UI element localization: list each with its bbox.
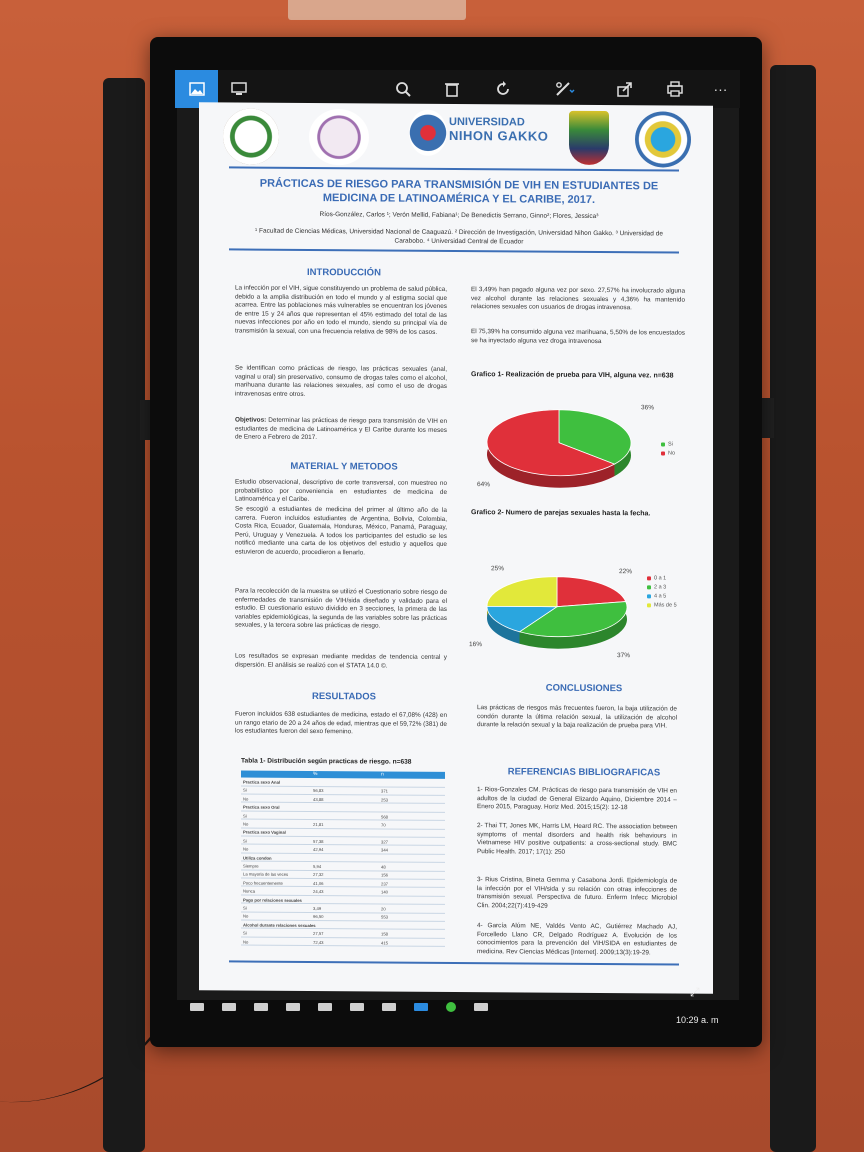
legend-swatch — [647, 594, 651, 598]
table-row — [241, 788, 445, 796]
taskbar — [190, 993, 735, 1021]
table-row — [241, 830, 445, 838]
poster-authors: Ríos-González, Carlos ¹; Verón Mellid, Fabiana¹; De Benedictis Serrano, Ginno²; Flores, Jessica³ — [319, 211, 599, 220]
taskbar-icon-3[interactable] — [254, 1003, 268, 1011]
legend-swatch — [661, 451, 665, 455]
reference-1: 1- Rios-Gonzales CM. Prácticas de riesgo para transmisión de VIH en adultos de la ciudad de General Elizardo Aquino, Diciembre 2014 – Enero 2015, Paraguay. Horiz Med. 2015;15(2): 12-18 — [477, 786, 677, 812]
logo-seal-1 — [223, 108, 279, 164]
table-cell-pct: 57,38 — [313, 838, 324, 844]
legend-entry — [661, 450, 675, 456]
table-cell-n: 553 — [381, 914, 388, 920]
share-icon[interactable] — [599, 70, 650, 108]
rotate-icon[interactable] — [476, 70, 531, 108]
table-cell-n: 344 — [381, 847, 388, 853]
legend-swatch — [661, 442, 665, 446]
reference-2: 2- Thai TT, Jones MK, Harris LM, Heard RC. The association between symptoms of mental disorders and health risk behaviours in Vietnamese HIV positive outpatients: a cross-sectional study. BMC Public Health. 2017; 17(1): 250 — [477, 822, 677, 856]
intro-objective — [235, 416, 447, 443]
taskbar-icon-5[interactable] — [318, 1003, 332, 1011]
table-row — [241, 796, 445, 804]
logo-row — [199, 102, 713, 172]
legend-label: 4 a 5 — [654, 593, 667, 600]
methods-paragraph-1: Estudio observacional, descriptivo de corte transversal, con muestreo no probabilístico por conveniencia en estudiantes de medicina de Latinoamérica y el Caribe. — [235, 478, 447, 504]
table-cell-label: Siempre — [243, 863, 259, 869]
legend-entry — [647, 593, 677, 599]
pie-label: 16% — [469, 641, 483, 649]
logo-seal-4 — [635, 111, 691, 167]
table-cell-pct: 3,49 — [313, 906, 322, 912]
table-cell-n: 371 — [381, 788, 388, 794]
conclusions-heading: CONCLUSIONES — [545, 682, 623, 695]
table-row — [241, 905, 445, 913]
legend-label: No — [668, 450, 676, 457]
table-row — [241, 779, 445, 787]
table-cell-label: Nunca — [243, 888, 256, 894]
reference-3: 3- Rius Cristina, Bineta Gemma y Casabona Jordi. Epidemiología de la infección por el VIH/sida y su relación con otras infecciones de transmisión sexual. Perspectiva de futuro. Enferm Infecc Microbiol Clin. 2004;22(7):419-429 — [477, 876, 677, 910]
table-row — [241, 922, 445, 930]
chart1-legend — [661, 441, 675, 459]
methods-paragraph-3: Para la recolección de la muestra se utilizó el Cuestionario sobre riesgo de enfermedades de transmisión de VIH/sida diseñado y validado para el estudio. El cuestionario estuvo dividido en 3 secciones, la primera de las variables epidemiológicas, la segunda de las variables sobre las prácticas sexuales, y la tercera sobre las prácticas de riesgo. — [235, 587, 447, 630]
divider-header — [229, 248, 679, 253]
table-cell-label: Si — [243, 838, 247, 844]
table-cell-pct: 72,43 — [313, 939, 324, 945]
table-row — [241, 889, 445, 897]
taskbar-clock: 10:29 a. m — [676, 1015, 719, 1025]
table-cell-label: Practica sexo Vaginal — [243, 829, 286, 836]
logo-shield — [569, 111, 609, 165]
more-icon[interactable]: ··· — [713, 81, 728, 97]
methods-heading: MATERIAL Y METODOS — [290, 460, 398, 473]
table-row — [241, 897, 445, 905]
poster-title: PRÁCTICAS DE RIESGO PARA TRANSMISIÓN DE VIH EN ESTUDIANTES DE MEDICINA DE LATINOAMÉRICA Y EL CARIBE, 2017. — [259, 177, 659, 206]
results-heading: RESULTADOS — [311, 690, 377, 703]
results-right-paragraph-1: El 3,49% han pagado alguna vez por sexo. 27,57% ha involucrado alguna vez alcohol durante las relaciones sexuales y 4,36% ha mantenido relaciones sexuales con usuarios de drogas intravenosa. — [471, 286, 685, 312]
results-right-paragraph-2: El 75,39% ha consumido alguna vez marihuana, 5,50% de los encuestados se ha inyectado alguna vez droga intravenosa — [471, 328, 685, 345]
taskbar-icon-10[interactable] — [474, 1003, 488, 1011]
table-row — [241, 931, 445, 939]
table-cell-label: Pago por relaciones sexuales — [243, 897, 302, 903]
table-cell-label: No — [243, 939, 249, 945]
intro-paragraph-2: Se identifican como prácticas de riesgo, las prácticas sexuales (anal, vaginal u oral) sin preservativo, consumo de drogas tales como el alcohol, marihuana durante las relaciones sexuales, así como el uso de drogas intravenosas entre otros. — [235, 364, 447, 398]
legend-entry — [647, 584, 677, 590]
pie-label: 25% — [491, 565, 505, 573]
legend-swatch — [647, 576, 651, 580]
wall-note — [288, 0, 466, 20]
reference-4: 4- García Alúm NE, Valdés Vento AC, Gutiérrez Machado AJ, Forcelledo Llano CR, Delgado Rodríguez A. Evolución de los conocimientos para la prevención del VIH/SIDA en estudiantes de medicina. Rev Ciencias Médicas [Internet]. 2009;13(3):19-29. — [477, 922, 677, 957]
table-cell-label: Si — [243, 905, 247, 911]
table-head-n: n — [381, 771, 384, 778]
table-cell-pct: 21,81 — [313, 822, 324, 828]
table-row — [241, 939, 445, 947]
table-cell-pct: 96,50 — [313, 914, 324, 920]
table-cell-label: Si — [243, 813, 247, 819]
taskbar-icon-7[interactable] — [382, 1003, 396, 1011]
table-cell-pct: 27,32 — [313, 872, 324, 878]
table-row — [241, 914, 445, 922]
legend-entry — [661, 441, 675, 447]
taskbar-icon-8[interactable] — [414, 1003, 428, 1011]
legend-swatch — [647, 585, 651, 589]
results-paragraph-1: Fueron incluidos 638 estudiantes de medicina, estado el 67,08% (428) en un rango etario de 20 a 24 años de edad, mientras que el 59,72% (381) de los estudiantes fueron del sexo femenino. — [235, 710, 447, 736]
table-head-pct: % — [313, 771, 318, 778]
chart2-title: Grafico 2- Numero de parejas sexuales hasta la fecha. — [471, 509, 651, 518]
poster-affiliations: ¹ Facultad de Ciencias Médicas, Universidad Nacional de Caaguazú. ² Dirección de Investigación, Universidad Nihon Gakko. ³ Universidad de Carabobo. ⁴ Universidad Central de Ecuador — [255, 227, 663, 246]
legend-entry — [647, 575, 677, 581]
taskbar-icon-9[interactable] — [446, 1002, 456, 1012]
stand-left-post — [103, 78, 145, 1152]
taskbar-icon-4[interactable] — [286, 1003, 300, 1011]
expand-icon[interactable]: ⤢ — [690, 985, 700, 999]
table-cell-pct: 42,94 — [313, 847, 324, 853]
table-cell-pct: 56,83 — [313, 788, 324, 794]
table-cell-n: 70 — [381, 822, 386, 828]
intro-paragraph-1: La infección por el VIH, sigue constituyendo un problema de salud pública, debido a la amplia distribución en todo el mundo y al estigma social que acarrea. Entre las poblaciones más vulnerables se encuentran los jóvenes de entre 15 y 24 años que representan el 45% estimado del total de las nuevas infecciones por año en todo el mundo, siendo su principal vía de transmisión la sexual, con una frecuencia relativa de 98% de los casos. — [235, 284, 447, 336]
table-cell-n: 415 — [381, 940, 388, 946]
legend-label: Si — [668, 441, 673, 448]
pie-label: 64% — [477, 481, 491, 489]
table-cell-pct: 43,88 — [313, 796, 324, 802]
chart2-legend — [647, 575, 677, 611]
logo-seal-3 — [409, 110, 447, 156]
table-row — [241, 872, 445, 880]
table-title: Tabla 1- Distribución según practicas de riesgo. n=638 — [241, 757, 412, 766]
edit-icon[interactable] — [531, 70, 599, 108]
university-name — [449, 116, 548, 143]
university-line1: UNIVERSIDAD — [449, 115, 525, 129]
zoom-icon[interactable] — [378, 70, 427, 108]
legend-label: Más de 5 — [654, 602, 677, 609]
table-cell-n: 568 — [381, 814, 388, 820]
university-line2: NIHON GAKKO — [449, 127, 549, 144]
chart1-title: Grafico 1- Realización de prueba para VIH, alguna vez. n=638 — [471, 371, 674, 380]
table-cell-n: 253 — [381, 797, 388, 803]
legend-entry — [647, 602, 677, 608]
table-row — [241, 880, 445, 888]
table-cell-n: 48 — [381, 864, 386, 870]
legend-label: 2 a 3 — [654, 584, 667, 591]
table-cell-n: 156 — [381, 872, 388, 878]
methods-paragraph-2: Se escogió a estudiantes de medicina del primer al último año de la carrera. Fueron incluidos estudiantes de Argentina, Bolivia, Colombia, Costa Rica, Ecuador, Guatemala, Honduras, México, Panamá, Paraguay, Perú, Uruguay y Venezuela. A todos los participantes del estudio se les notificó mediante una carta de los objetivos del estudio y aquellos que estuvieron de acuerdo, procedieron a llenarlo. — [235, 505, 447, 557]
table-row — [241, 821, 445, 829]
table-cell-pct: 41,06 — [313, 880, 324, 886]
print-icon[interactable] — [650, 70, 701, 108]
table-cell-label: Practica sexo Oral — [243, 804, 280, 810]
pie-label: 22% — [619, 568, 633, 576]
table-row — [241, 805, 445, 813]
legend-swatch — [647, 603, 651, 607]
table-row — [241, 838, 445, 846]
table-cell-label: Alcohol durante relaciones sexuales — [243, 922, 316, 928]
table-cell-label: Si — [243, 930, 247, 936]
taskbar-icon-6[interactable] — [350, 1003, 364, 1011]
table-row — [241, 863, 445, 871]
intro-heading: INTRODUCCIÓN — [307, 266, 381, 279]
methods-paragraph-4: Los resultados se expresan mediante medidas de tendencia central y dispersión. El análisis se realizó con el STATA 14.0 ©. — [235, 652, 447, 670]
legend-label: 0 a 1 — [654, 575, 667, 582]
table-cell-label: No — [243, 796, 249, 802]
pie-label: 37% — [617, 652, 631, 660]
table-cell-label: Practica sexo Anal — [243, 779, 281, 785]
table-cell-label: No — [243, 846, 249, 852]
table-header — [241, 770, 445, 778]
table-cell-n: 237 — [381, 881, 388, 887]
objective-text: Determinar las prácticas de riesgo para transmisión de VIH en estudiantes de medicina de Latinoamérica y El Caribe durante los meses de Enero a Febrero de 2017. — [235, 416, 447, 442]
objective-label: Objetivos: — [235, 416, 267, 424]
table-cell-n: 140 — [381, 889, 388, 895]
divider-bottom — [229, 960, 679, 965]
table-cell-label: Utiliza condon — [243, 855, 272, 861]
references-heading: REFERENCIAS BIBLIOGRAFICAS — [507, 766, 661, 779]
table-cell-n: 20 — [381, 906, 386, 912]
table-cell-label: No — [243, 821, 249, 827]
conclusions-paragraph: Las prácticas de riesgos más frecuentes fueron, la baja utilización de condón durante la última relación sexual, la utilización de alcohol durante la relación sexual y la baja realización de prueba para VIH. — [477, 704, 677, 730]
table-cell-label: Si — [243, 787, 247, 793]
table-cell-n: 327 — [381, 839, 388, 845]
taskbar-icon-2[interactable] — [222, 1003, 236, 1011]
table-row — [241, 813, 445, 821]
logo-seal-2 — [309, 109, 369, 165]
taskbar-icon-1[interactable] — [190, 1003, 204, 1011]
poster — [199, 102, 713, 994]
table-cell-pct: 24,43 — [313, 889, 324, 895]
table-cell-label: No — [243, 913, 249, 919]
pie-slice-Más de 5 — [487, 576, 557, 606]
delete-icon[interactable] — [427, 70, 476, 108]
table-row — [241, 855, 445, 863]
stand-right-post — [770, 65, 816, 1152]
table-cell-pct: 5,94 — [313, 864, 322, 870]
table-row — [241, 847, 445, 855]
pie-label: 36% — [641, 404, 655, 412]
table-cell-label: La mayoria de las veces — [243, 871, 289, 878]
risk-practices-table — [241, 770, 445, 949]
table-cell-pct: 27,57 — [313, 931, 324, 937]
table-cell-n: 158 — [381, 931, 388, 937]
table-cell-label: Poco frecuentemente — [243, 880, 283, 886]
